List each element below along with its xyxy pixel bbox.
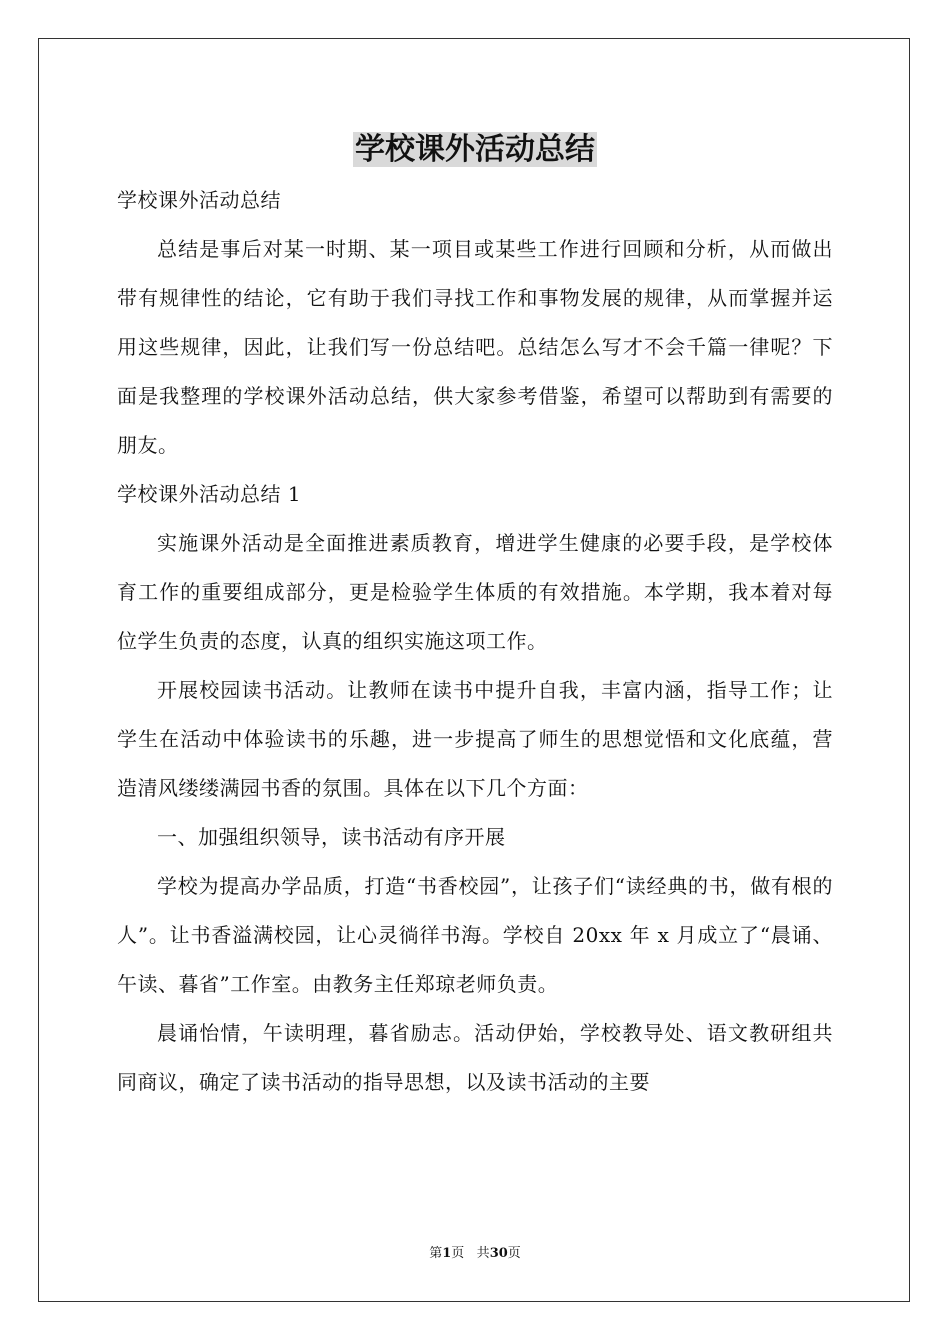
body-paragraph: 实施课外活动是全面推进素质教育，增进学生健康的必要手段，是学校体育工作的重要组成部分，更是检验学生体质的有效措施。本学期，我本着对每位学生负责的态度，认真的组织实施这项工作。	[117, 531, 833, 653]
page-number: 1	[442, 1246, 452, 1261]
total-prefix: 共	[476, 1246, 490, 1261]
document-title	[0, 128, 950, 172]
subsection-heading: 一、加强组织领导，读书活动有序开展	[157, 825, 506, 849]
page-prefix: 第	[429, 1246, 443, 1261]
body-paragraph: 学校为提高办学品质，打造“书香校园”，让孩子们“读经典的书，做有根的人”。让书香溢满校园，让心灵徜徉书海。学校自 20xx 年 x 月成立了“晨诵、午读、暮省”工作室。由教务主任郑琼老师负责。	[117, 874, 833, 996]
document-title-text: 学校课外活动总结	[355, 132, 595, 167]
body-paragraph: 晨诵怡情，午读明理，暮省励志。活动伊始，学校教导处、语文教研组共同商议，确定了读书活动的指导思想，以及读书活动的主要	[117, 1021, 833, 1094]
total-suffix: 页	[507, 1246, 521, 1261]
total-pages: 30	[489, 1246, 508, 1261]
intro-paragraph: 总结是事后对某一时期、某一项目或某些工作进行回顾和分析，从而做出带有规律性的结论，它有助于我们寻找工作和事物发展的规律，从而掌握并运用这些规律，因此，让我们写一份总结吧。总结怎么写才不会千篇一律呢？下面是我整理的学校课外活动总结，供大家参考借鉴，希望可以帮助到有需要的朋友。	[117, 237, 833, 457]
document-body	[117, 176, 833, 1107]
body-paragraph: 开展校园读书活动。让教师在读书中提升自我，丰富内涵，指导工作；让学生在活动中体验读书的乐趣，进一步提高了师生的思想觉悟和文化底蕴，营造清风缕缕满园书香的氛围。具体在以下几个方面：	[117, 678, 833, 800]
section-heading: 学校课外活动总结 1	[117, 482, 302, 506]
subtitle-paragraph: 学校课外活动总结	[117, 188, 281, 212]
page-suffix: 页	[451, 1246, 465, 1261]
page-footer	[0, 1244, 950, 1264]
